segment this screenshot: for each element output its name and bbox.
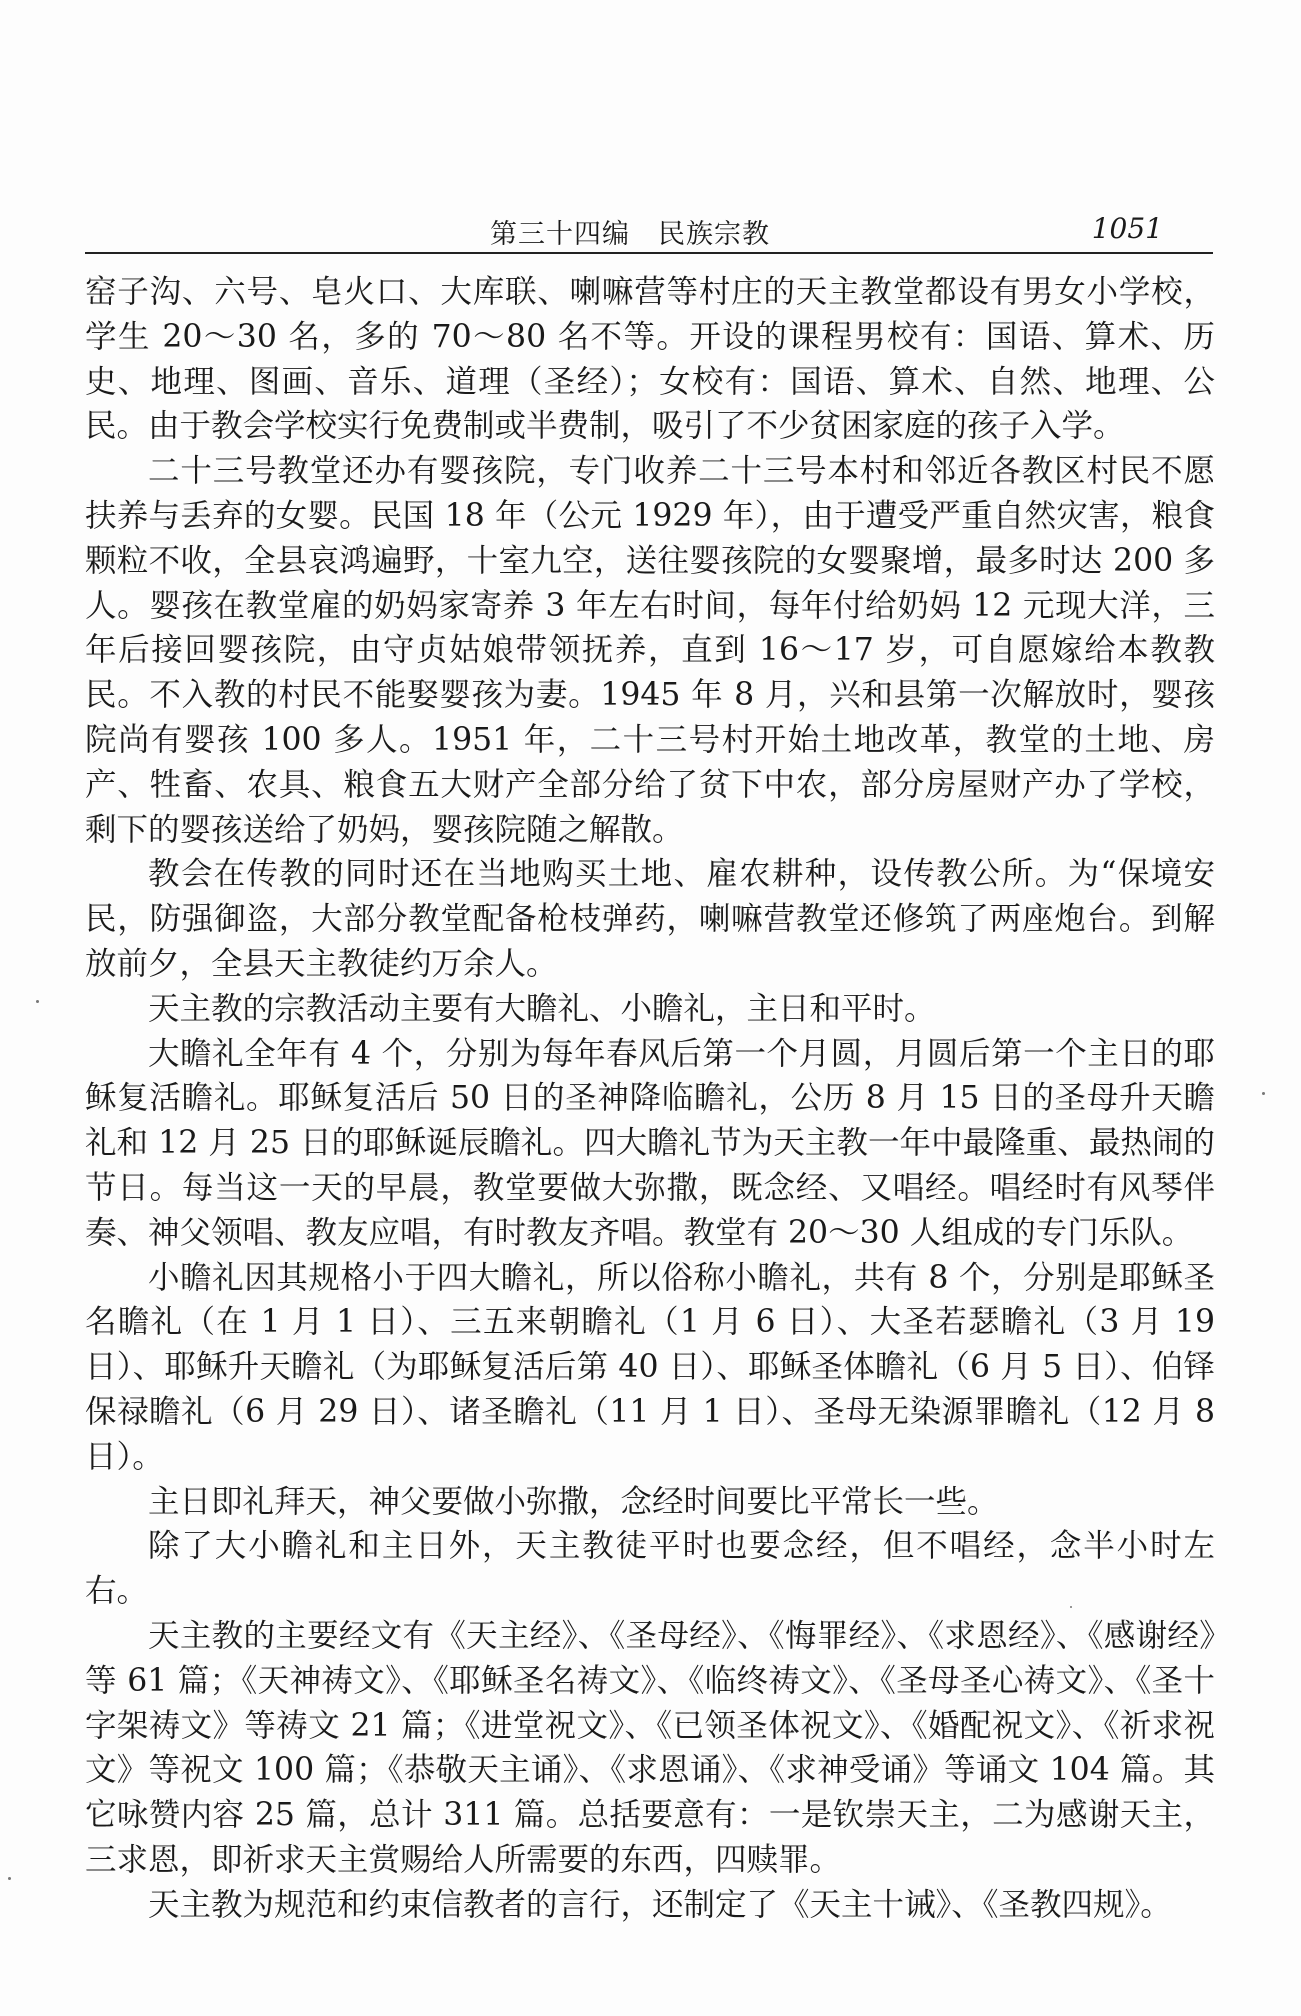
paragraph-minor-feasts: 小瞻礼因其规格小于四大瞻礼，所以俗称小瞻礼，共有 8 个，分别是耶稣圣名瞻礼（在 1 月 1 日）、三五来朝瞻礼（1 月 6 日）、大圣若瑟瞻礼（3 月 19 日）、耶稣升天瞻礼（为耶稣复活后第 40 日）、耶稣圣体瞻礼（6 月 5 日）、伯铎保禄瞻礼（6 月 29 日）、诸圣瞻礼（11 月 1 日）、圣母无染源罪瞻礼（12 月 8 日）。	[85, 1259, 1215, 1475]
scan-speck	[8, 1877, 11, 1880]
scan-speck	[1262, 1092, 1265, 1095]
paragraph-daily-prayer: 除了大小瞻礼和主日外，天主教徒平时也要念经，但不唱经，念半小时左右。	[85, 1528, 1215, 1610]
paragraph-commandments: 天主教为规范和约束信教者的言行，还制定了《天主十诫》、《圣教四规》。	[148, 1886, 1172, 1923]
running-header	[85, 210, 1213, 254]
paragraph-major-feasts: 大瞻礼全年有 4 个，分别为每年春风后第一个月圆，月圆后第一个主日的耶稣复活瞻礼。耶稣复活后 50 日的圣神降临瞻礼，公历 8 月 15 日的圣母升天瞻礼和 12 月 25 日的耶稣诞辰瞻礼。四大瞻礼节为天主教一年中最隆重、最热闹的节日。每当这一天的早晨，教堂要做大弥撒，既念经、又唱经。唱经时有风琴伴奏、神父领唱、教友应唱，有时教友齐唱。教堂有 20～30 人组成的专门乐队。	[85, 1035, 1215, 1251]
page-number: 1051	[1091, 212, 1163, 245]
section-title: 第三十四编 民族宗教	[490, 219, 770, 250]
scan-speck	[1070, 1606, 1072, 1608]
scan-speck	[36, 1000, 39, 1003]
paragraph-activities-intro: 天主教的宗教活动主要有大瞻礼、小瞻礼，主日和平时。	[148, 990, 936, 1027]
body-text	[85, 270, 1215, 1927]
paragraph-church-land: 教会在传教的同时还在当地购买土地、雇农耕种，设传教公所。为“保境安民，防强御盗，大部分教堂配备枪枝弹药，喇嘛营教堂还修筑了两座炮台。到解放前夕，全县天主教徒约万余人。	[85, 856, 1215, 982]
paragraph-scriptures: 天主教的主要经文有《天主经》、《圣母经》、《悔罪经》、《求恩经》、《感谢经》等 61 篇；《天神祷文》、《耶稣圣名祷文》、《临终祷文》、《圣母圣心祷文》、《圣十字架祷文》等祷文 21 篇；《进堂祝文》、《已领圣体祝文》、《婚配祝文》、《祈求祝文》等祝文 100 篇；《恭敬天主诵》、《求恩诵》、《求神受诵》等诵文 104 篇。其它咏赞内容 25 篇，总计 311 篇。总括要意有：一是钦崇天主，二为感谢天主，三求恩，即祈求天主赏赐给人所需要的东西，四赎罪。	[85, 1617, 1215, 1878]
paragraph-schools: 窑子沟、六号、皂火口、大库联、喇嘛营等村庄的天主教堂都设有男女小学校，学生 20～30 名，多的 70～80 名不等。开设的课程男校有：国语、算术、历史、地理、图画、音乐、道理（圣经）；女校有：国语、算术、自然、地理、公民。由于教会学校实行免费制或半费制，吸引了不少贫困家庭的孩子入学。	[85, 274, 1215, 445]
paragraph-sunday: 主日即礼拜天，神父要做小弥撒，念经时间要比平常长一些。	[148, 1483, 999, 1520]
paragraph-orphanage: 二十三号教堂还办有婴孩院，专门收养二十三号本村和邻近各教区村民不愿扶养与丢弃的女婴。民国 18 年（公元 1929 年），由于遭受严重自然灾害，粮食颗粒不收，全县哀鸿遍野，十室九空，送往婴孩院的女婴聚增，最多时达 200 多人。婴孩在教堂雇的奶妈家寄养 3 年左右时间，每年付给奶妈 12 元现大洋，三年后接回婴孩院，由守贞姑娘带领抚养，直到 16～17 岁，可自愿嫁给本教教民。不入教的村民不能娶婴孩为妻。1945 年 8 月，兴和县第一次解放时，婴孩院尚有婴孩 100 多人。1951 年，二十三号村开始土地改革，教堂的土地、房产、牲畜、农具、粮食五大财产全部分给了贫下中农，部分房屋财产办了学校，剩下的婴孩送给了奶妈，婴孩院随之解散。	[85, 453, 1215, 848]
